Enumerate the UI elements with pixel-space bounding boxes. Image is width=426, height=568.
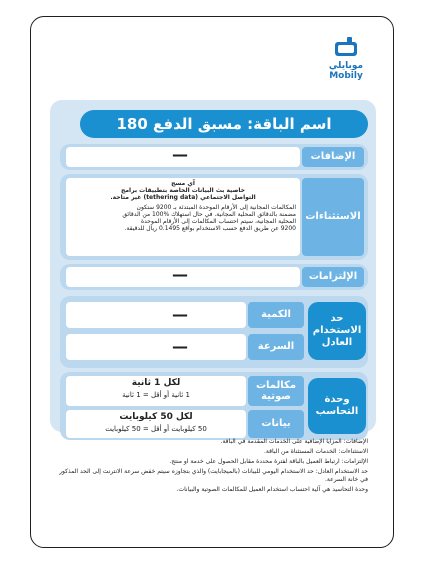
exceptions-line-7: 9200 عن طريق الدفع حسب الاستخدام بواقع 0.1495 ريال للدقيقة.	[124, 225, 296, 232]
speed-label: السرعة	[248, 334, 304, 360]
exceptions-line-3: التواصل الاجتماعي (tethering data) غير متاحة.	[110, 194, 256, 201]
mobily-logo	[316, 36, 376, 81]
exceptions-line-4: المكالمات المجانية إلى الأرقام الموحدة المبتدئة بـ 9200 ستكون	[136, 204, 296, 211]
exceptions-text	[70, 180, 296, 232]
quantity-value: —	[172, 305, 188, 324]
calls-sub: 1 ثانية أو أقل = 1 ثانية	[122, 391, 190, 399]
data-label: بيانات	[248, 410, 304, 438]
exceptions-line-2: خاصية بث البيانات الخاصة بتطبيقات برامج	[121, 187, 245, 194]
note-additions: الإضافات: المزايا الإضافية على الخدمات المقدمة في الباقة.	[220, 438, 368, 445]
data-sub: 50 كيلوبايت أو أقل = 50 كيلوبايت	[105, 425, 207, 433]
speed-value-box	[66, 334, 246, 360]
fair-use-label: حد الاستخدام العادل	[308, 302, 366, 360]
commitments-label: الإلتزامات	[302, 267, 364, 287]
plan-title: اسم الباقة: مسبق الدفع 180	[80, 110, 368, 138]
quantity-value-box	[66, 302, 246, 328]
note-exceptions: الاستثناءات: الخدمات المستثناة من الباقة.	[264, 448, 368, 455]
calls-label: مكالمات صوتية	[248, 376, 304, 406]
note-fair-use: حد الاستخدام العادل: حد الاستخدام اليومي للبيانات (بالميجابايت) والذي بتجاوزه سيتم خفض سرعة الانترنت إلى الحد المذكور في خانة السرعة.	[59, 468, 368, 483]
mobily-logo-icon	[333, 36, 359, 60]
billing-label: وحدة التحاسب	[308, 378, 366, 434]
additions-label: الإضافات	[302, 147, 364, 167]
brand-name-ar: موبايلي	[328, 61, 364, 71]
footnotes	[58, 438, 368, 496]
speed-value: —	[172, 337, 188, 356]
exceptions-line-1: آي مسج	[171, 180, 195, 187]
additions-value: —	[172, 145, 188, 164]
quantity-label: الكمية	[248, 302, 304, 328]
exceptions-label: الاستثناءات	[302, 178, 364, 256]
data-main: لكل 50 كيلوبايت	[119, 412, 193, 422]
calls-main: لكل 1 ثانية	[131, 378, 181, 388]
exceptions-line-6: المحلية المجانية، سيتم احتساب المكالمات إلى الأرقام الموحدة	[141, 218, 296, 225]
brand-name-en: Mobily	[329, 71, 363, 81]
note-billing: وحدة التحاسيد هي آلية احتساب استخدام العميل للمكالمات الصوتية والبيانات.	[176, 486, 368, 493]
exceptions-line-5: مضمنة بالدقائق المحلية المجانية. في حال استهلاك %100 من الدقائق	[122, 211, 296, 218]
commitments-value: —	[172, 265, 188, 284]
note-commitments: الإلتزامات: ارتباط العميل بالباقة لفترة محددة مقابل الحصول على خدمة او منتج.	[169, 458, 368, 465]
